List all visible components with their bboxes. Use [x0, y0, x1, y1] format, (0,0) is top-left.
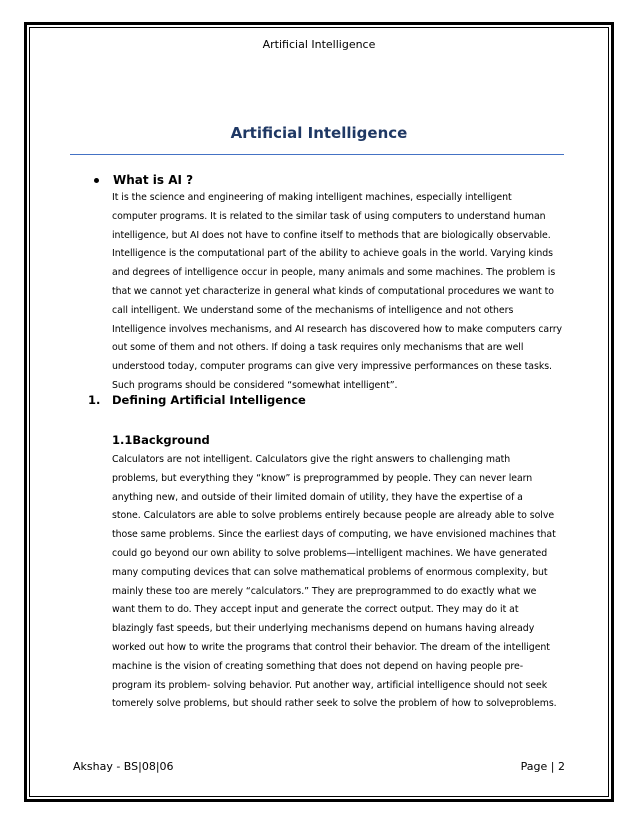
paragraph-line: understood today, computer programs can give very impressive performances on these tasks. [112, 361, 552, 373]
background-paragraph [112, 451, 572, 714]
paragraph-line: worked out how to write the programs that control their behavior. The dream of the intelligent [112, 641, 550, 653]
paragraph-line: out some of them and not others. If doing a task requires only mechanisms that are well [112, 342, 524, 354]
document-title: Artificial Intelligence [230, 124, 408, 142]
paragraph-line: It is the science and engineering of making intelligent machines, especially intelligent [112, 192, 512, 203]
paragraph-line: Intelligence involves mechanisms, and AI research has discovered how to make computers carry [112, 323, 563, 335]
what-is-ai-heading-text: What is AI ? [113, 173, 194, 187]
paragraph-line: Calculators are not intelligent. Calculators give the right answers to challenging math [112, 454, 511, 465]
paragraph-line: and degrees of intelligence occur in people, many animals and some machines. The problem is [112, 267, 556, 279]
title-divider [70, 154, 564, 155]
paragraph-line: problems, but everything they “know” is preprogrammed by people. They can never learn [112, 472, 533, 484]
section-number: 1. [88, 393, 101, 407]
what-is-ai-heading [94, 173, 193, 187]
footer-page-number: Page | 2 [520, 760, 565, 773]
paragraph-line: intelligence, but AI does not have to confine itself to methods that are biologically observable. [112, 229, 551, 241]
paragraph-line: want them to do. They accept input and generate the correct output. They may do it at [112, 604, 519, 616]
paragraph-line: tomerely solve problems, but should rather seek to solve the problem of how to solveproblems. [112, 698, 557, 710]
bullet-icon [94, 178, 99, 183]
defining-ai-heading [88, 393, 306, 407]
paragraph-line: anything new, and outside of their limited domain of utility, they have the expertise of a [112, 491, 523, 503]
paragraph-line: call intelligent. We understand some of the mechanisms of intelligence and not others [112, 304, 514, 316]
footer-author: Akshay - BS|08|06 [73, 760, 174, 773]
defining-ai-heading-text: Defining Artificial Intelligence [112, 393, 306, 407]
paragraph-line: computer programs. It is related to the similar task of using computers to understand human [112, 210, 546, 222]
paragraph-line: those same problems. Since the earliest days of computing, we have envisioned machines that [112, 529, 556, 541]
paragraph-line: could go beyond our own ability to solve problems—intelligent machines. We have generated [112, 547, 548, 559]
paragraph-line: Such programs should be considered “somewhat intelligent”. [112, 379, 398, 391]
running-header: Artificial Intelligence [262, 38, 376, 51]
paragraph-line: program its problem- solving behavior. Put another way, artificial intelligence should not seek [112, 679, 548, 691]
paragraph-line: Intelligence is the computational part of the ability to achieve goals in the world. Varying kinds [112, 248, 553, 260]
paragraph-line: that we cannot yet characterize in general what kinds of computational procedures we want to [112, 285, 554, 297]
what-is-ai-paragraph [112, 189, 572, 396]
paragraph-line: machine is the vision of creating something that does not depend on having people pre- [112, 660, 524, 672]
paragraph-line: many computing devices that can solve mathematical problems of enormous complexity, but [112, 566, 548, 578]
paragraph-line: blazingly fast speeds, but their underlying mechanisms depend on humans having already [112, 623, 535, 635]
paragraph-line: stone. Calculators are able to solve problems entirely because people are already able to solve [112, 510, 555, 522]
background-heading: 1.1Background [112, 433, 210, 447]
paragraph-line: mainly these too are merely “calculators.” They are preprogrammed to do exactly what we [112, 585, 537, 597]
